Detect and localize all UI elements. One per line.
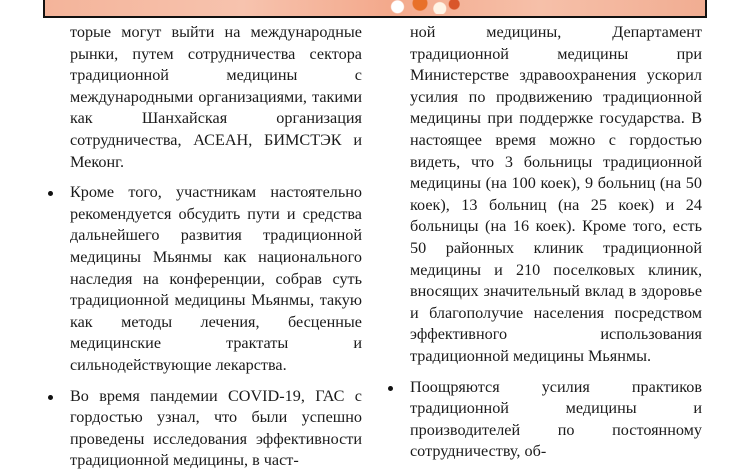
list-item: Кроме того, участникам настоятельно рекомендуется обсудить пути и средства дальнейшего развития традиционной медицины Мьянмы как национального наследия на конференции, собрав суть традиционной медицины Мьянмы, такую как методы лечения, бесценные медицинские трактаты и сильнодействующие лекарства. [46,182,362,376]
right-continuation-paragraph: ной медицины, Департамент традиционной медицины при Министерстве здравоохранения ускорил усилия по продвижению традиционной медицины при поддержке государства. В настоящее время можно с гордостью видеть, что 3 больницы традиционной медицины (на 100 коек), 9 больниц (на 50 коек), 13 больниц (на 25 коек) и 24 больницы (на 16 коек). Кроме того, есть 50 районных клиник традиционной медицины и 210 поселковых клиник, вносящих значительный вклад в здоровье и благополучие населения посредством эффективного использования традиционной медицины Мьянмы. [410,23,702,365]
header-banner-image [43,0,707,18]
flower-decoration [375,0,465,14]
left-bullet-list [46,182,362,472]
list-item: Во время пандемии COVID-19, ГАС с гордостью узнал, что были успешно проведены исследования эффективности традиционной медицины, в част- [46,386,362,472]
right-bullet-list [386,377,702,463]
left-column [46,22,362,472]
right-column [386,22,702,463]
left-continuation-paragraph: торые могут выйти на международные рынки, путем сотрудничества сектора традиционной медицины с международными организациями, такими как Шанхайская организация сотрудничества, АСЕАН, БИМСТЭК и Меконг. [70,23,362,171]
list-item: Поощряются усилия практиков традиционной медицины и производителей по постоянному сотрудничеству, об- [386,377,702,463]
